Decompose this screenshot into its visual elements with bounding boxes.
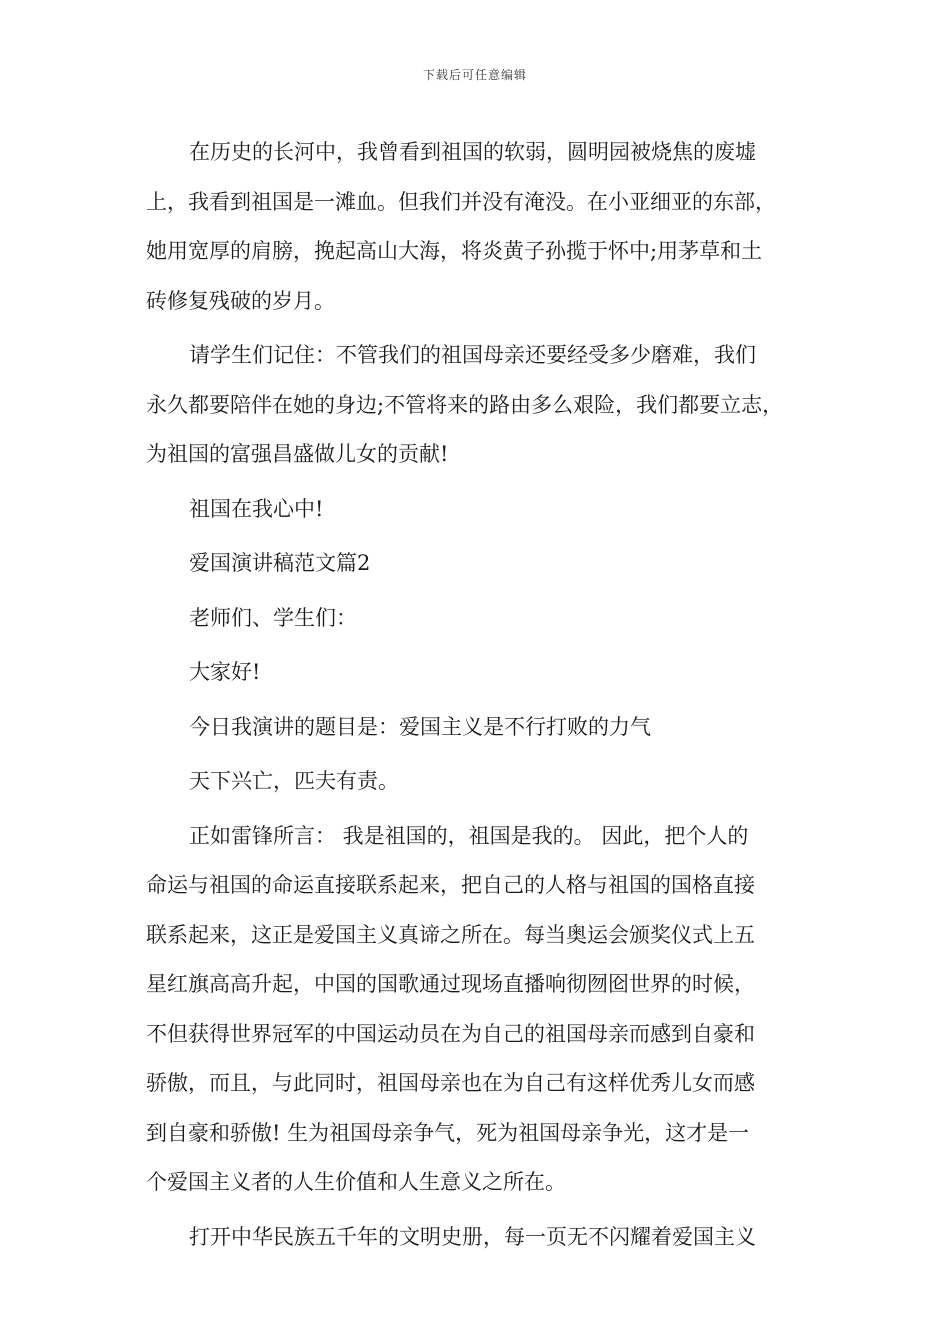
text-line: 正如雷锋所言： 我是祖国的，祖国是我的。 因此，把个人的 xyxy=(189,823,749,848)
text-line: 到自豪和骄傲! 生为祖国母亲争气，死为祖国母亲争光，这才是一 xyxy=(146,1120,750,1145)
section-heading xyxy=(146,539,816,589)
text-line: 祖国在我心中! xyxy=(189,496,324,521)
document-body xyxy=(146,128,816,1267)
speech-topic xyxy=(146,703,816,753)
paragraph-5 xyxy=(146,1213,816,1263)
text-line: 大家好! xyxy=(189,660,261,684)
text-line: 天下兴亡，匹夫有责。 xyxy=(189,769,399,793)
page-header: 下载后可任意编辑 xyxy=(422,68,527,82)
text-line: 不但获得世界冠军的中国运动员在为自己的祖国母亲而感到自豪和 xyxy=(146,1021,755,1046)
text-line: 星红旗高高升起，中国的国歌通过现场直播响彻囫囵世界的时候， xyxy=(146,972,755,996)
paragraph-2 xyxy=(146,331,816,480)
text-line: 为祖国的富强昌盛做儿女的贡献! xyxy=(146,442,449,466)
text-line: 爱国演讲稿范文篇2 xyxy=(189,551,371,575)
text-line: 老师们、学生们： xyxy=(189,605,357,630)
text-line: 在历史的长河中，我曾看到祖国的软弱，圆明园被烧焦的废墟 xyxy=(189,140,756,164)
text-line: 个爱国主义者的人生价值和人生意义之所在。 xyxy=(146,1170,566,1194)
text-line: 命运与祖国的命运直接联系起来，把自己的人格与祖国的国格直接 xyxy=(146,873,755,897)
greeting xyxy=(146,648,816,698)
text-line: 上，我看到祖国是一滩血。但我们并没有淹没。在小亚细亚的东部， xyxy=(146,189,776,214)
text-line: 她用宽厚的肩膀，挽起高山大海，将炎黄子孙揽于怀中;用茅草和土 xyxy=(146,239,763,263)
text-line: 永久都要陪伴在她的身边;不管将来的路由多么艰险，我们都要立志， xyxy=(146,392,784,417)
paragraph-3 xyxy=(146,485,816,535)
paragraph-1 xyxy=(146,128,816,326)
text-line: 联系起来，这正是爱国主义真谛之所在。每当奥运会颁奖仪式上五 xyxy=(146,922,755,947)
text-line: 今日我演讲的题目是：爱国主义是不行打败的力气 xyxy=(189,714,651,739)
paragraph-4 xyxy=(146,812,816,1208)
text-line: 请学生们记住：不管我们的祖国母亲还要经受多少磨难，我们 xyxy=(189,343,756,367)
greeting-addressee xyxy=(146,594,816,644)
text-line: 砖修复残破的岁月。 xyxy=(146,288,335,313)
quote-line xyxy=(146,757,816,807)
text-line: 打开中华民族五千年的文明史册，每一页无不闪耀着爱国主义 xyxy=(189,1224,756,1249)
text-line: 骄傲，而且，与此同时，祖国母亲也在为自己有这样优秀儿女而感 xyxy=(146,1071,755,1095)
